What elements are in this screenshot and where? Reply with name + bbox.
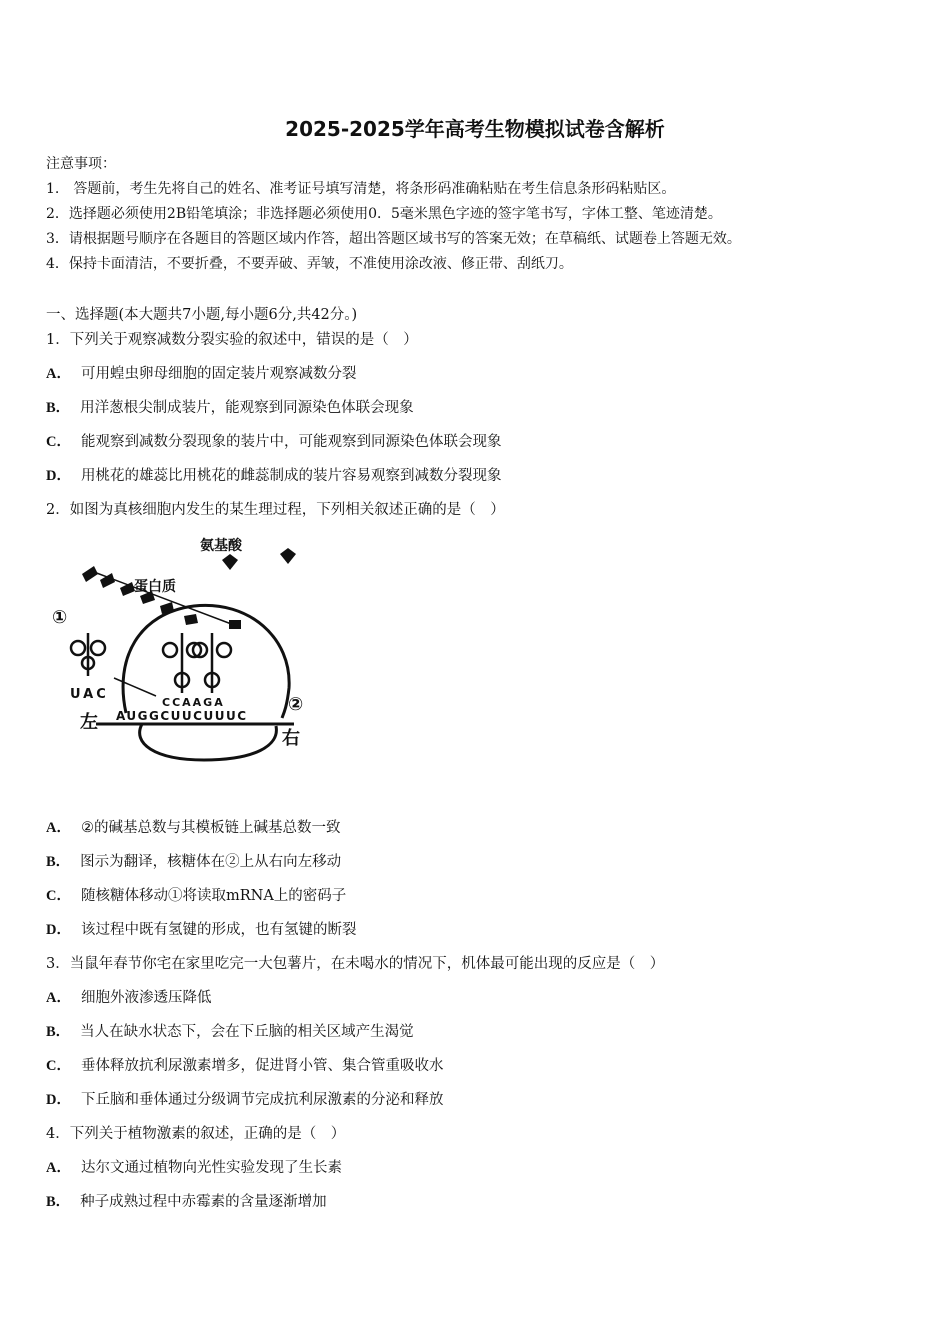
option-letter: B． [46,854,71,870]
translation-diagram-svg [44,528,324,778]
page-title: 2025-2025学年高考生物模拟试卷含解析 [285,117,665,141]
option [46,464,501,485]
option [46,1088,443,1109]
option-letter: D． [46,922,71,938]
option-text: 种子成熟过程中赤霉素的含量逐渐增加 [80,1194,327,1210]
option-text: 用桃花的雄蕊比用桃花的雌蕊制成的装片容易观察到减数分裂现象 [80,468,502,484]
marker-2: ② [288,694,304,715]
section-heading: 一、选择题(本大题共7小题,每小题6分,共42分。) [46,307,358,323]
option-letter: A． [46,820,71,836]
notice-item: 4．保持卡面清洁，不要折叠，不要弄破、弄皱，不准使用涂改液、修正带、刮纸刀。 [46,256,573,272]
amino-acid-icon [280,548,296,564]
trna-loop [163,643,177,657]
trna-bases-label: CCAAGA [162,696,225,709]
amino-acid-icon [222,554,238,570]
option-letter: B． [46,400,71,416]
left-label: 左 [80,712,98,733]
question-stem: 1．下列关于观察减数分裂实验的叙述中，错误的是（ ） [46,332,418,348]
question-stem: 2．如图为真核细胞内发生的某生理过程，下列相关叙述正确的是（ ） [46,502,505,518]
option [46,1190,327,1211]
pointer-line [114,678,156,696]
trna-bound-1 [163,633,201,693]
protein-label: 蛋白质 [134,579,176,595]
right-label: 右 [282,728,300,749]
option [46,430,501,451]
option-text: 图示为翻译，核糖体在②上从右向左移动 [80,854,342,870]
amino-acid-icon [82,566,98,582]
question-stem: 3．当鼠年春节你宅在家里吃完一大包薯片，在未喝水的情况下，机体最可能出现的反应是（ ） [46,956,665,972]
option [46,918,356,939]
question-stem: 4．下列关于植物激素的叙述，正确的是（ ） [46,1126,346,1142]
option-letter: C． [46,1058,71,1074]
trna-bound-2 [193,633,231,693]
trna-free [71,633,105,676]
option-letter: A． [46,1160,71,1176]
trna-loop [71,641,85,655]
translation-diagram [44,528,324,778]
option [46,816,340,837]
option [46,1156,342,1177]
notice-item: 2．选择题必须使用2B铅笔填涂；非选择题必须使用0．5毫米黑色字迹的签字笔书写，字体工整、笔迹清楚。 [46,206,722,222]
marker-1: ① [52,607,68,628]
option [46,1020,414,1041]
option-text: 细胞外液渗透压降低 [80,990,212,1006]
amino-acid-icon [184,614,198,625]
option-text: 该过程中既有氢键的形成，也有氢键的断裂 [80,922,357,938]
option-text: 当人在缺水状态下，会在下丘脑的相关区域产生渴觉 [80,1024,414,1040]
amino-acid-label: 氨基酸 [200,538,242,554]
option-letter: B． [46,1194,71,1210]
option [46,850,341,871]
notice-item: 1. 答题前，考生先将自己的姓名、准考证号填写清楚，将条形码准确粘贴在考生信息条形码粘贴区。 [46,181,676,197]
option-text: 垂体释放抗利尿激素增多，促进肾小管、集合管重吸收水 [80,1058,444,1074]
option-text: 达尔文通过植物向光性实验发现了生长素 [80,1160,342,1176]
notice-heading: 注意事项： [46,156,116,172]
ribosome-small-subunit [140,724,277,760]
anticodon-label: UAC [70,687,109,702]
option [46,986,211,1007]
option-text: 随核糖体移动①将读取mRNA上的密码子 [80,888,347,904]
option-letter: C． [46,434,71,450]
option [46,396,414,417]
option-letter: A． [46,366,71,382]
option-letter: B． [46,1024,71,1040]
option [46,884,346,905]
option-text: 能观察到减数分裂现象的装片中，可能观察到同源染色体联会现象 [80,434,502,450]
option-text: 下丘脑和垂体通过分级调节完成抗利尿激素的分泌和释放 [80,1092,444,1108]
option [46,1054,443,1075]
option-text: 用洋葱根尖制成装片，能观察到同源染色体联会现象 [80,400,414,416]
trna-loop [217,643,231,657]
trna-loop [91,641,105,655]
option-text: 可用蝗虫卵母细胞的固定装片观察减数分裂 [80,366,357,382]
mrna-sequence-label: AUGGCUUCUUUC [116,709,248,723]
option-letter: C． [46,888,71,904]
option [46,362,356,383]
option-letter: D． [46,1092,71,1108]
notice-item: 3．请根据题号顺序在各题目的答题区域内作答，超出答题区域书写的答案无效；在草稿纸、试题卷上答题无效。 [46,231,741,247]
option-letter: A． [46,990,71,1006]
option-letter: D． [46,468,71,484]
option-text: ②的碱基总数与其模板链上碱基总数一致 [80,820,341,836]
